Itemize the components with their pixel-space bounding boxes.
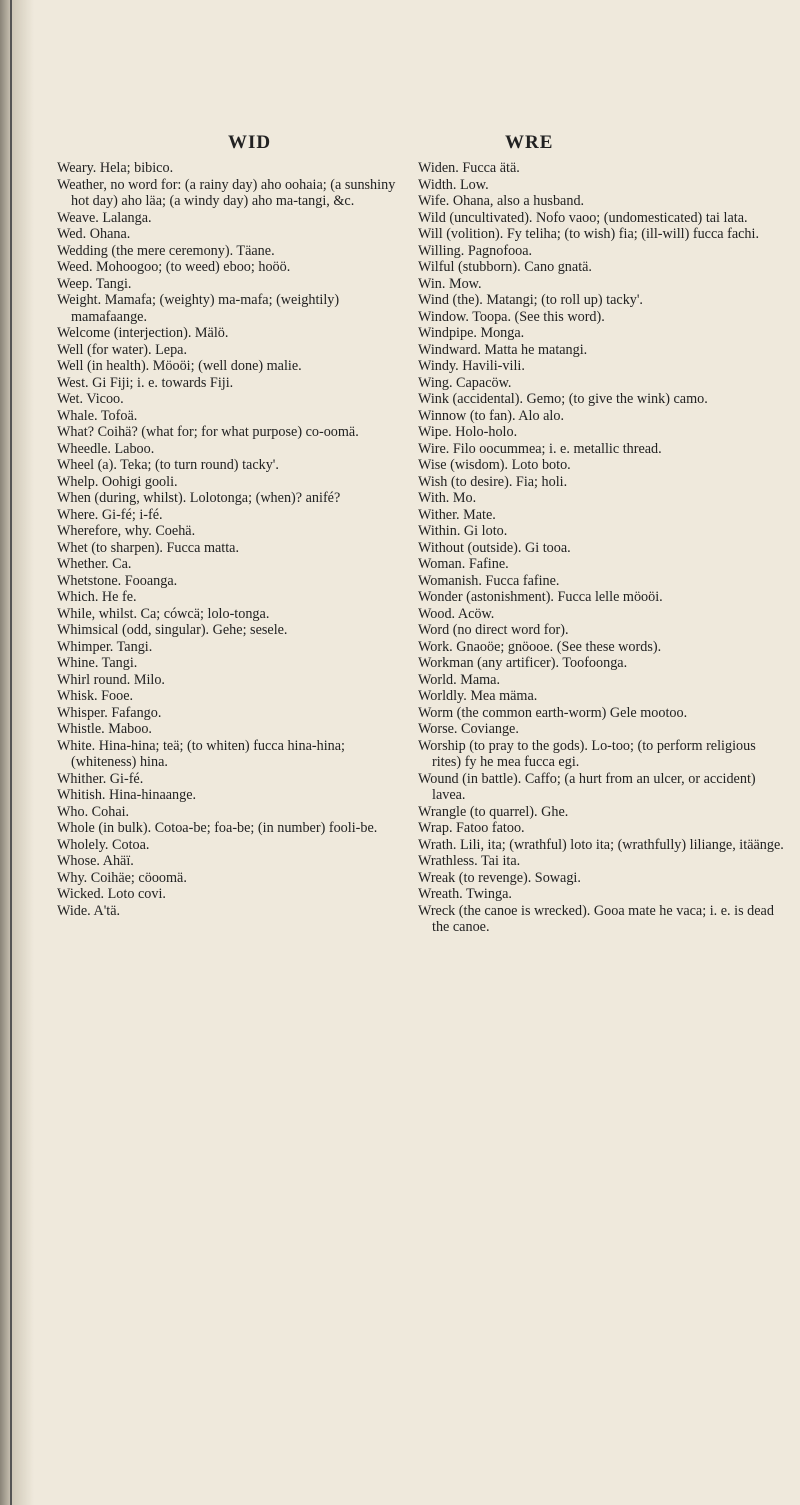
dictionary-entry: When (during, whilst). Lolotonga; (when)? anifé? — [57, 490, 341, 506]
dictionary-entry: Wilful (stubborn). Cano gnatä. — [418, 259, 592, 275]
dictionary-entry: Winnow (to fan). Alo alo. — [418, 407, 565, 424]
dictionary-entry: Whether. Ca. — [57, 556, 132, 572]
dictionary-entry: Whisper. Fafango. — [57, 704, 162, 721]
dictionary-entry: Weather, no word for: (a rainy day) aho oohaia; (a sunshiny hot day) aho läa; (a windy day) aho ma-tangi, &c. — [57, 176, 396, 209]
dictionary-entry: Whale. Tofoä. — [57, 407, 138, 424]
dictionary-entry: Wrangle (to quarrel). Ghe. — [418, 803, 569, 820]
dictionary-entry: Well (for water). Lepa. — [57, 341, 188, 358]
dictionary-entry: Whose. Ahäï. — [57, 853, 134, 869]
dictionary-entry: West. Gi Fiji; i. e. towards Fiji. — [57, 374, 234, 391]
dictionary-entry: Workman (any artificer). Toofoonga. — [418, 655, 628, 671]
dictionary-entry: Wish (to desire). Fia; holi. — [418, 473, 568, 490]
dictionary-entry: Wrath. Lili, ita; (wrathful) loto ita; (wrathfully) liliange, itäänge. — [418, 836, 784, 853]
dictionary-entry: Weary. Hela; bibico. — [57, 160, 174, 176]
dictionary-entry: Wrap. Fatoo fatoo. — [418, 820, 525, 836]
dictionary-entry: White. Hina-hina; teä; (to whiten) fucca hina-hina; (whiteness) hina. — [57, 737, 345, 770]
dictionary-entry: Where. Gi-fé; i-fé. — [57, 506, 163, 523]
dictionary-entry: Wreak (to revenge). Sowagi. — [418, 869, 581, 886]
dictionary-entry: Wide. A'tä. — [57, 902, 121, 919]
dictionary-entry: Wherefore, why. Coehä. — [57, 523, 196, 539]
gutter-binding-line — [10, 0, 12, 1505]
dictionary-entry: Wreck (the canoe is wrecked). Gooa mate he vaca; i. e. is dead the canoe. — [418, 902, 774, 935]
dictionary-entry: Windpipe. Monga. — [418, 325, 525, 341]
dictionary-entry: Why. Coihäe; cöoomä. — [57, 869, 187, 886]
dictionary-entry: Work. Gnaoöe; gnöooe. (See these words). — [418, 638, 662, 655]
dictionary-entry: Whimsical (odd, singular). Gehe; sesele. — [57, 622, 288, 638]
dictionary-entry: Worldly. Mea mäma. — [418, 688, 538, 704]
dictionary-entry: Whelp. Oohigi gooli. — [57, 473, 178, 490]
dictionary-entry: Weave. Lalanga. — [57, 209, 152, 226]
dictionary-entry: Worse. Coviange. — [418, 721, 519, 737]
dictionary-entry: Worm (the common earth-worm) Gele mootoo. — [418, 704, 688, 721]
dictionary-entry: Whitish. Hina-hinaange. — [57, 787, 197, 803]
dictionary-entry: Wise (wisdom). Loto boto. — [418, 457, 571, 473]
left-column — [57, 160, 403, 919]
dictionary-entry: Windward. Matta he matangi. — [418, 341, 588, 358]
dictionary-entry: Weep. Tangi. — [57, 275, 132, 292]
dictionary-entry: What? Coihä? (what for; for what purpose) co-oomä. — [57, 424, 359, 440]
dictionary-entry: Woman. Fafine. — [418, 556, 509, 572]
dictionary-entry: Wrathless. Tai ita. — [418, 853, 521, 869]
book-gutter — [0, 0, 34, 1505]
dictionary-entry: Wire. Filo oocummea; i. e. metallic thread. — [418, 440, 662, 457]
dictionary-entry: Wild (uncultivated). Nofo vaoo; (undomesticated) tai lata. — [418, 209, 748, 226]
dictionary-entry: Wonder (astonishment). Fucca lelle möoöi. — [418, 589, 663, 605]
dictionary-entry: With. Mo. — [418, 490, 477, 506]
dictionary-entry: Welcome (interjection). Mälö. — [57, 325, 229, 341]
dictionary-entry: Whither. Gi-fé. — [57, 770, 144, 787]
dictionary-entry: Who. Cohai. — [57, 803, 130, 820]
dictionary-entry: Wing. Capacöw. — [418, 374, 512, 391]
dictionary-entry: Wheel (a). Teka; (to turn round) tacky'. — [57, 457, 279, 473]
dictionary-entry: Weed. Mohoogoo; (to weed) eboo; hoöö. — [57, 259, 291, 275]
dictionary-entry: Wipe. Holo-holo. — [418, 424, 518, 440]
dictionary-entry: Wheedle. Laboo. — [57, 440, 155, 457]
dictionary-entry: Wet. Vicoo. — [57, 391, 124, 407]
dictionary-entry: Wholely. Cotoa. — [57, 836, 150, 853]
dictionary-entry: Wood. Acöw. — [418, 605, 495, 622]
right-column — [418, 160, 788, 936]
left-running-head: WID — [228, 132, 272, 153]
dictionary-entry: Whisk. Fooe. — [57, 688, 134, 704]
dictionary-entry: Windy. Havili-vili. — [418, 358, 525, 374]
dictionary-entry: Whimper. Tangi. — [57, 638, 153, 655]
dictionary-entry: Whole (in bulk). Cotoa-be; foa-be; (in number) fooli-be. — [57, 820, 378, 836]
dictionary-entry: Widen. Fucca ätä. — [418, 160, 520, 176]
dictionary-entry: Willing. Pagnofooa. — [418, 242, 533, 259]
dictionary-entry: Wither. Mate. — [418, 506, 496, 523]
dictionary-entry: Whistle. Maboo. — [57, 721, 152, 737]
dictionary-entry: Wreath. Twinga. — [418, 886, 512, 902]
dictionary-entry: Weight. Mamafa; (weighty) ma-mafa; (weightily) mamafaange. — [57, 292, 340, 325]
dictionary-entry: Whirl round. Milo. — [57, 671, 165, 688]
dictionary-entry: Wind (the). Matangi; (to roll up) tacky'. — [418, 292, 643, 308]
dictionary-entry: Wife. Ohana, also a husband. — [418, 193, 585, 209]
dictionary-entry: Width. Low. — [418, 176, 489, 193]
dictionary-entry: Without (outside). Gi tooa. — [418, 539, 571, 556]
dictionary-entry: Wound (in battle). Caffo; (a hurt from an ulcer, or accident) lavea. — [418, 770, 756, 803]
dictionary-entry: Will (volition). Fy teliha; (to wish) fia; (ill-will) fucca fachi. — [418, 226, 760, 242]
dictionary-entry: Word (no direct word for). — [418, 622, 569, 638]
dictionary-entry: Wink (accidental). Gemo; (to give the wink) camo. — [418, 391, 708, 407]
dictionary-entry: Whetstone. Fooanga. — [57, 572, 178, 589]
dictionary-entry: Win. Mow. — [418, 275, 482, 292]
right-running-head: WRE — [505, 132, 554, 153]
dictionary-entry: Whine. Tangi. — [57, 655, 138, 671]
dictionary-entry: Well (in health). Möoöi; (well done) malie. — [57, 358, 302, 374]
dictionary-entry: Worship (to pray to the gods). Lo-too; (to perform religious rites) fy he mea fucca egi. — [418, 737, 756, 770]
dictionary-entry: While, whilst. Ca; cówcä; lolo-tonga. — [57, 605, 270, 622]
dictionary-entry: Window. Toopa. (See this word). — [418, 308, 605, 325]
dictionary-entry: Womanish. Fucca fafine. — [418, 572, 560, 589]
dictionary-entry: Wicked. Loto covi. — [57, 886, 166, 902]
dictionary-entry: World. Mama. — [418, 671, 500, 688]
dictionary-entry: Which. He fe. — [57, 589, 137, 605]
dictionary-entry: Wed. Ohana. — [57, 226, 131, 242]
dictionary-entry: Whet (to sharpen). Fucca matta. — [57, 539, 239, 556]
dictionary-entry: Wedding (the mere ceremony). Täane. — [57, 242, 275, 259]
dictionary-entry: Within. Gi loto. — [418, 523, 508, 539]
